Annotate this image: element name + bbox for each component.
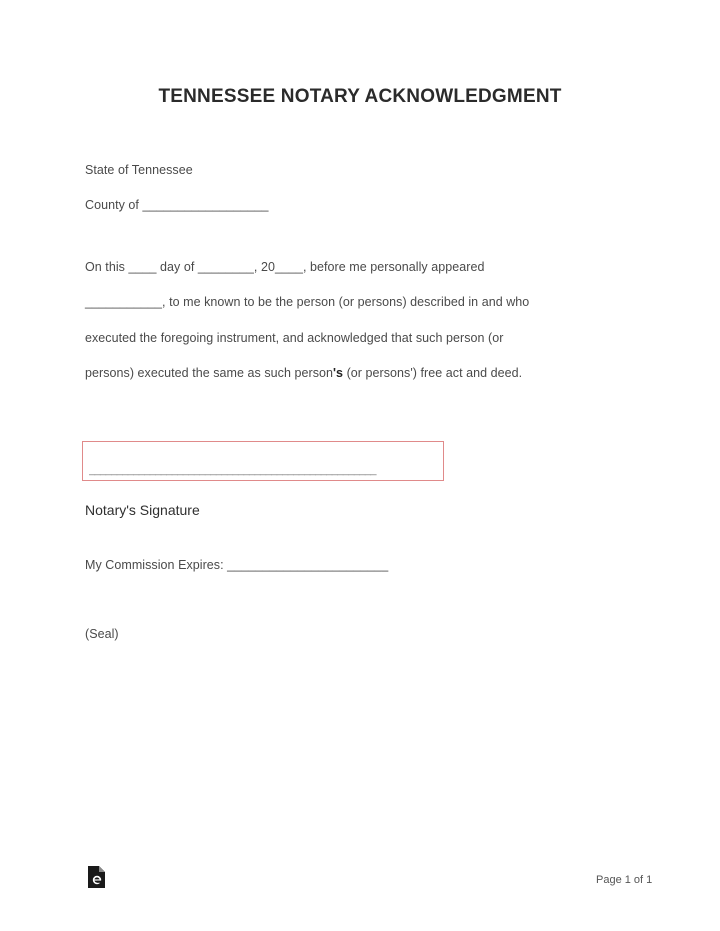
paragraph-line-4-end: (or persons') free act and deed. — [343, 366, 523, 380]
document-e-logo-icon — [88, 866, 105, 888]
notary-signature-label: Notary's Signature — [85, 502, 200, 518]
seal-label: (Seal) — [85, 627, 119, 641]
paragraph-line-3: executed the foregoing instrument, and acknowledged that such person (or — [85, 331, 504, 345]
document-title: TENNESSEE NOTARY ACKNOWLEDGMENT — [158, 86, 562, 107]
paragraph-line-2: ___________, to me known to be the person (or persons) described in and who — [85, 295, 530, 309]
state-line: State of Tennessee — [85, 163, 193, 177]
county-line: County of __________________ — [85, 198, 269, 212]
signature-line: ____________________________________________________ — [89, 464, 376, 476]
paragraph-line-4 — [85, 366, 522, 380]
commission-expires-line: My Commission Expires: _______________________ — [85, 558, 389, 572]
paragraph-line-4-start: persons) executed the same as such person — [85, 366, 334, 380]
possessive-s: 's — [333, 366, 344, 380]
paragraph-line-1: On this ____ day of ________, 20____, before me personally appeared — [85, 260, 485, 274]
page-number: Page 1 of 1 — [596, 874, 653, 886]
signature-field[interactable] — [82, 441, 444, 481]
